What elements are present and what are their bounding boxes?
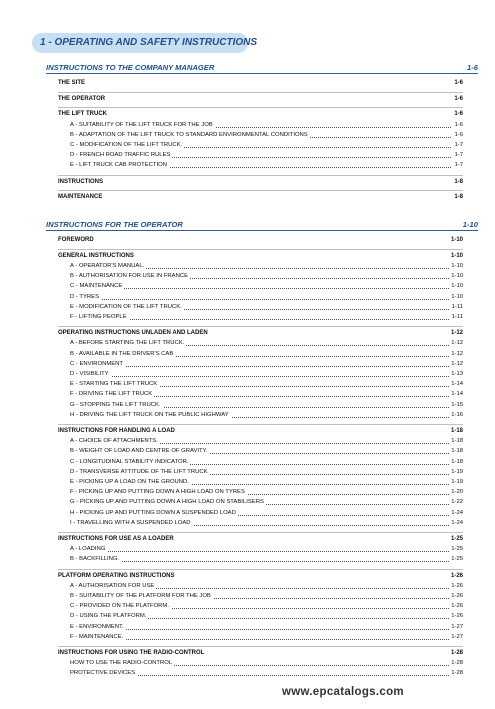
group-divider xyxy=(58,326,463,327)
group-divider xyxy=(58,249,463,250)
section-title: INSTRUCTIONS TO THE COMPANY MANAGER xyxy=(46,63,215,72)
entry-label: D - USING THE PLATFORM. xyxy=(70,613,147,620)
entry-page: 1-6 xyxy=(454,121,463,128)
group-title: PLATFORM OPERATING INSTRUCTIONS xyxy=(58,572,175,579)
toc-entry[interactable] xyxy=(58,478,463,487)
entry-page: 1-18 xyxy=(451,448,463,455)
group-title: GENERAL INSTRUCTIONS xyxy=(58,252,134,259)
group-page: 1-10 xyxy=(450,237,463,243)
entry-page: 1-10 xyxy=(451,293,463,300)
entry-label: F - MAINTENANCE. xyxy=(70,633,124,640)
group-divider xyxy=(58,92,463,93)
toc-entry[interactable] xyxy=(58,121,463,130)
entry-page: 1-15 xyxy=(451,401,463,408)
entry-page: 1-7 xyxy=(454,142,463,148)
toc-group-heading[interactable] xyxy=(58,329,463,338)
toc-group-heading[interactable] xyxy=(58,427,463,436)
entry-label: F - DRIVING THE LIFT TRUCK xyxy=(70,391,153,398)
group-page: 1-12 xyxy=(450,330,463,337)
entry-page: 1-18 xyxy=(451,438,463,445)
entry-page: 1-19 xyxy=(451,478,463,485)
entry-label: A - AUTHORISATION FOR USE xyxy=(70,582,155,589)
group-title: INSTRUCTIONS FOR USE AS A LOADER xyxy=(58,535,174,542)
entry-label: C - MAINTENANCE xyxy=(70,283,123,290)
entry-page: 1-26 xyxy=(451,592,463,599)
entry-label: G - STOPPING THE LIFT TRUCK. xyxy=(70,401,161,408)
toc-entry[interactable] xyxy=(58,151,463,160)
group-page: 1-6 xyxy=(454,80,463,86)
entry-page: 1-25 xyxy=(451,546,463,553)
toc-entry[interactable] xyxy=(58,303,463,312)
toc-group-heading[interactable] xyxy=(58,535,463,544)
entry-page: 1-12 xyxy=(451,350,463,357)
group-page: 1-26 xyxy=(450,572,463,579)
section-header xyxy=(46,219,478,231)
toc-entry[interactable] xyxy=(58,458,463,467)
entry-label: H - PICKING UP AND PUTTING DOWN A SUSPENDED LOAD xyxy=(70,509,236,516)
entry-page: 1-7 xyxy=(454,152,463,159)
entry-label: A - OPERATOR'S MANUAL. xyxy=(70,262,145,269)
entry-label: D - TYRES xyxy=(70,293,100,300)
entry-label: C - MODIFICATION OF THE LIFT TRUCK. xyxy=(70,142,183,148)
entry-page: 1-12 xyxy=(451,360,463,367)
toc-entry[interactable] xyxy=(58,623,463,632)
entry-page: 1-24 xyxy=(451,509,463,516)
entry-label: F - PICKING UP AND PUTTING DOWN A HIGH LOAD ON TYRES xyxy=(70,489,245,496)
entry-label: E - PICKING UP A LOAD ON THE GROUND. xyxy=(70,478,189,485)
entry-label: B - AUTHORISATION FOR USE IN FRANCE xyxy=(70,273,189,280)
toc-entry[interactable] xyxy=(58,262,463,271)
toc-entry[interactable] xyxy=(58,131,463,140)
toc-group-heading[interactable] xyxy=(58,178,463,187)
group-divider xyxy=(58,175,463,176)
chapter-title-banner: 1 - OPERATING AND SAFETY INSTRUCTIONS xyxy=(32,33,248,53)
group-page: 1-6 xyxy=(454,111,463,118)
toc-entry[interactable] xyxy=(58,488,463,497)
group-divider xyxy=(58,190,463,191)
toc-entry[interactable] xyxy=(58,401,463,410)
toc-entry[interactable] xyxy=(58,411,463,420)
group-title: INSTRUCTIONS xyxy=(58,178,103,185)
toc-entry[interactable] xyxy=(58,509,463,518)
entry-label: F - LIFTING PEOPLE xyxy=(70,313,127,320)
entry-label: D - TRANSVERSE ATTITUDE OF THE LIFT TRUCK xyxy=(70,468,208,475)
leader-dots xyxy=(70,639,463,640)
group-divider xyxy=(58,424,463,425)
entry-label: B - AVAILABLE IN THE DRIVER'S CAB xyxy=(70,350,174,357)
entry-label: C - LONGITUDINAL STABILITY INDICATOR. xyxy=(70,458,189,465)
leader-dots xyxy=(70,299,463,300)
entry-label: D - VISIBILITY xyxy=(70,370,109,377)
leader-dots xyxy=(70,561,463,562)
group-divider xyxy=(58,532,463,533)
toc-group-heading[interactable] xyxy=(58,252,463,261)
group-divider xyxy=(58,646,463,647)
toc-entry[interactable] xyxy=(58,390,463,399)
toc-entry[interactable] xyxy=(58,669,463,678)
toc-entry[interactable] xyxy=(58,447,463,456)
group-title: THE SITE xyxy=(58,80,86,86)
group-title: INSTRUCTIONS FOR HANDLING A LOAD xyxy=(58,427,175,434)
entry-page: 1-25 xyxy=(451,556,463,563)
entry-label: PROTECTIVE DEVICES xyxy=(70,670,136,677)
section-header xyxy=(46,62,478,74)
group-title: OPERATING INSTRUCTIONS UNLADEN AND LADEN xyxy=(58,330,208,337)
group-title: FOREWORD xyxy=(58,237,94,243)
leader-dots xyxy=(70,376,463,377)
toc-entry[interactable] xyxy=(58,141,463,150)
entry-page: 1-6 xyxy=(454,131,463,138)
entry-page: 1-27 xyxy=(451,623,463,630)
entry-label: I - TRAVELLING WITH A SUSPENDED LOAD xyxy=(70,519,191,526)
group-page: 1-28 xyxy=(450,649,463,656)
entry-page: 1-22 xyxy=(451,499,463,506)
entry-label: B - SUITABILITY OF THE PLATFORM FOR THE JOB xyxy=(70,592,211,599)
toc-entry[interactable] xyxy=(58,468,463,477)
toc-entry[interactable] xyxy=(58,313,463,322)
group-divider xyxy=(58,107,463,108)
group-page: 1-6 xyxy=(454,95,463,102)
leader-dots xyxy=(70,551,463,552)
entry-page: 1-24 xyxy=(451,519,463,526)
entry-page: 1-13 xyxy=(451,370,463,377)
toc-group-heading[interactable] xyxy=(58,79,463,88)
entry-page: 1-27 xyxy=(451,633,463,640)
entry-page: 1-10 xyxy=(451,283,463,290)
toc-entry[interactable] xyxy=(58,633,463,642)
leader-dots xyxy=(70,366,463,367)
toc-entry[interactable] xyxy=(58,339,463,348)
entry-page: 1-14 xyxy=(451,381,463,388)
entry-page: 1-12 xyxy=(451,340,463,347)
section-title: INSTRUCTIONS FOR THE OPERATOR xyxy=(46,220,183,229)
entry-page: 1-10 xyxy=(451,262,463,269)
toc-group-heading[interactable] xyxy=(58,95,463,104)
toc-group-heading[interactable] xyxy=(58,572,463,581)
entry-label: C - PROVIDED ON THE PLATFORM. xyxy=(70,603,169,610)
group-title: MAINTENANCE xyxy=(58,194,103,201)
toc-entry[interactable] xyxy=(58,161,463,170)
section-page: 1-10 xyxy=(462,220,478,229)
entry-label: A - CHOICE OF ATTACHMENTS. xyxy=(70,438,158,445)
entry-page: 1-26 xyxy=(451,582,463,589)
entry-label: E - LIFT TRUCK CAB PROTECTION xyxy=(70,162,167,169)
toc-entry[interactable] xyxy=(58,498,463,507)
leader-dots xyxy=(70,319,463,320)
entry-label: HOW TO USE THE RADIO-CONTROL xyxy=(70,660,173,667)
entry-label: D - FRENCH ROAD TRAFFIC RULES xyxy=(70,152,171,159)
entry-page: 1-19 xyxy=(451,468,463,475)
entry-label: E - ENVIRONMENT. xyxy=(70,623,124,630)
entry-label: B - WEIGHT OF LOAD AND CENTRE OF GRAVITY. xyxy=(70,448,208,455)
entry-label: G - PICKING UP AND PUTTING DOWN A HIGH LOAD ON STABILISERS xyxy=(70,499,264,506)
leader-dots xyxy=(70,629,463,630)
entry-label: B - BACKFILLING. xyxy=(70,556,120,563)
entry-page: 1-7 xyxy=(454,162,463,169)
entry-label: E - MODIFICATION OF THE LIFT TRUCK. xyxy=(70,303,182,310)
toc-entry[interactable] xyxy=(58,659,463,668)
toc-entry[interactable] xyxy=(58,272,463,281)
entry-page: 1-10 xyxy=(451,273,463,280)
toc-group-heading[interactable] xyxy=(58,649,463,658)
toc-group-heading[interactable] xyxy=(58,193,463,202)
toc-entry[interactable] xyxy=(58,545,463,554)
toc-entry[interactable] xyxy=(58,592,463,601)
entry-label: H - DRIVING THE LIFT TRUCK ON THE PUBLIC HIGHWAY xyxy=(70,411,229,418)
toc-entry[interactable] xyxy=(58,519,463,528)
section-page: 1-6 xyxy=(467,63,478,72)
toc-group-heading[interactable] xyxy=(58,236,463,245)
entry-label: C - ENVIRONMENT xyxy=(70,360,124,367)
toc-entry[interactable] xyxy=(58,555,463,564)
group-title: INSTRUCTIONS FOR USING THE RADIO-CONTROL xyxy=(58,649,205,656)
entry-label: E - STARTING THE LIFT TRUCK xyxy=(70,381,158,388)
toc-entry[interactable] xyxy=(58,582,463,591)
group-page: 1-18 xyxy=(450,427,463,434)
entry-page: 1-28 xyxy=(451,670,463,677)
group-page: 1-8 xyxy=(454,194,463,201)
group-page: 1-10 xyxy=(450,252,463,259)
toc-entry[interactable] xyxy=(58,602,463,611)
entry-page: 1-11 xyxy=(451,303,463,310)
entry-page: 1-26 xyxy=(451,613,463,620)
group-title: THE OPERATOR xyxy=(58,95,106,102)
entry-label: B - ADAPTATION OF THE LIFT TRUCK TO STANDARD ENVIRONMENTAL CONDITIONS xyxy=(70,131,308,138)
group-page: 1-8 xyxy=(454,178,463,185)
toc-entry[interactable] xyxy=(58,360,463,369)
toc-entry[interactable] xyxy=(58,350,463,359)
entry-page: 1-18 xyxy=(451,458,463,465)
toc-entry[interactable] xyxy=(58,282,463,291)
toc-group-heading[interactable] xyxy=(58,110,463,119)
toc-entry[interactable] xyxy=(58,380,463,389)
entry-label: A - LOADING xyxy=(70,546,106,553)
group-title: THE LIFT TRUCK xyxy=(58,111,107,118)
toc-entry[interactable] xyxy=(58,293,463,302)
toc-entry[interactable] xyxy=(58,370,463,379)
toc-entry[interactable] xyxy=(58,437,463,446)
toc-entry[interactable] xyxy=(58,612,463,621)
entry-page: 1-11 xyxy=(451,313,463,320)
entry-label: A - BEFORE STARTING THE LIFT TRUCK. xyxy=(70,340,185,347)
entry-page: 1-28 xyxy=(451,660,463,667)
entry-page: 1-20 xyxy=(451,489,463,496)
entry-page: 1-16 xyxy=(451,411,463,418)
entry-label: A - SUITABILITY OF THE LIFT TRUCK FOR THE JOB xyxy=(70,121,213,128)
leader-dots xyxy=(70,288,463,289)
group-divider xyxy=(58,569,463,570)
entry-page: 1-14 xyxy=(451,391,463,398)
watermark-text: www.epcatalogs.com xyxy=(282,686,404,698)
entry-page: 1-26 xyxy=(451,603,463,610)
group-page: 1-25 xyxy=(450,535,463,542)
